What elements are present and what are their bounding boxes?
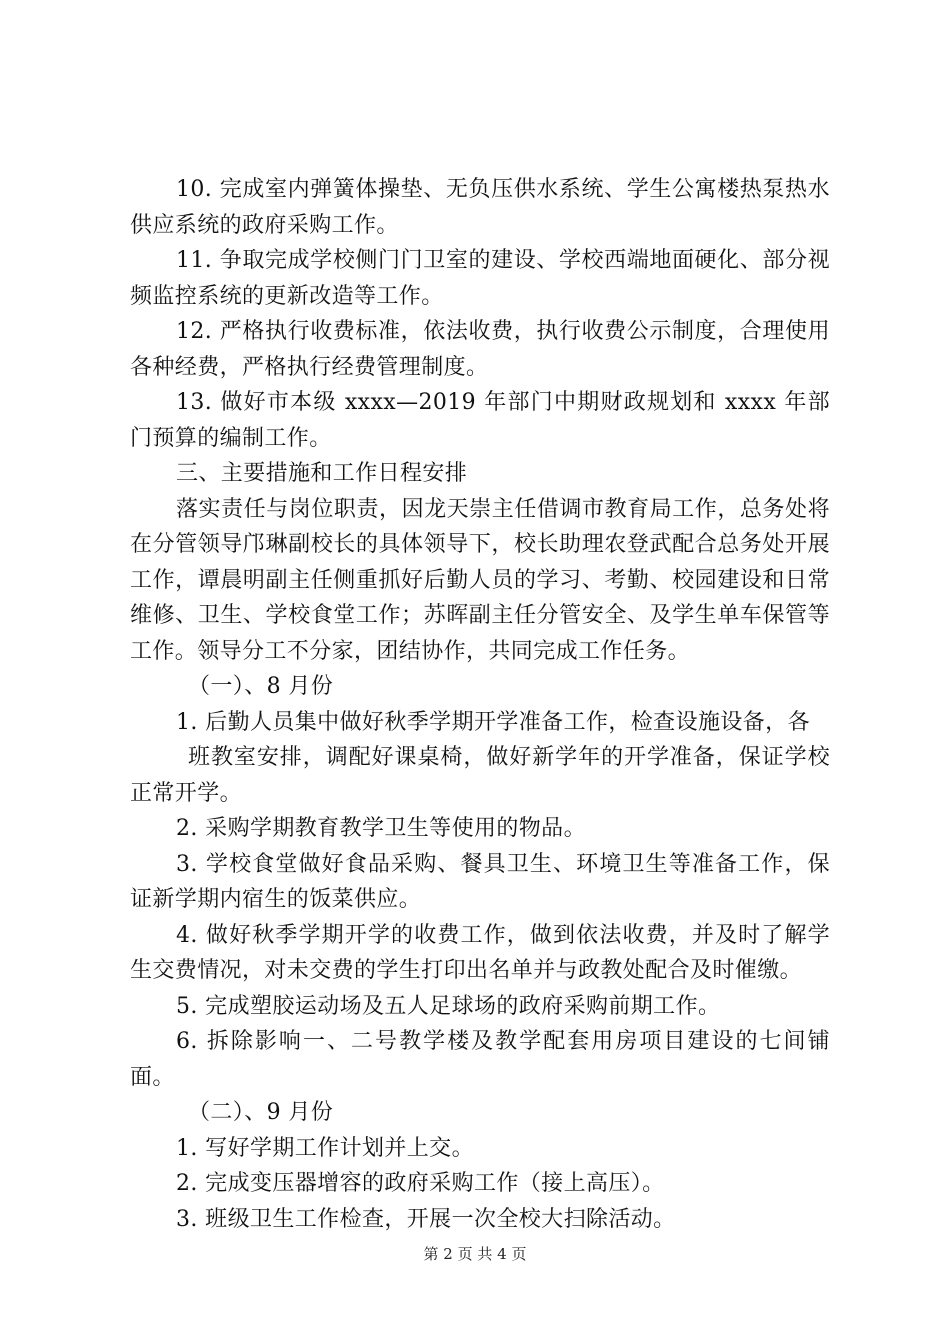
september-item-1: 1. 写好学期工作计划并上交。 xyxy=(176,1135,474,1161)
section-heading-3: 三、主要措施和工作日程安排 xyxy=(176,461,468,486)
august-item-6: 6. 拆除影响一、二号教学楼及教学配套用房项目建设的七间铺面。 xyxy=(130,1029,830,1090)
paragraph-item-12: 12. 严格执行收费标准，依法收费，执行收费公示制度，合理使用各种经费，严格执行经费管理制度。 xyxy=(130,319,830,380)
august-item-1-continued: 班教室安排，调配好课桌椅，做好新学年的开学准备，保证学校正常开学。 xyxy=(130,745,830,806)
paragraph-item-11: 11. 争取完成学校侧门门卫室的建设、学校西端地面硬化、部分视频监控系统的更新改造等工作。 xyxy=(130,248,830,309)
september-item-2: 2. 完成变压器增容的政府采购工作（接上高压）。 xyxy=(176,1171,665,1196)
paragraph-responsibilities: 落实责任与岗位职责，因龙天崇主任借调市教育局工作，总务处将在分管领导邝琳副校长的具体领导下，校长助理农登武配合总务处开展工作，谭晨明副主任侧重抓好后勤人员的学习、考勤、校园建设和日常维修、卫生、学校食堂工作；苏晖副主任分管安全、及学生单车保管等工作。领导分工不分家，团结协作，共同完成工作任务。 xyxy=(130,496,830,664)
paragraph-item-10: 10. 完成室内弹簧体操垫、无负压供水系统、学生公寓楼热泵热水供应系统的政府采购工作。 xyxy=(130,177,830,238)
page-number-footer: 第 2 页 共 4 页 xyxy=(423,1245,527,1263)
august-item-4: 4. 做好秋季学期开学的收费工作，做到依法收费，并及时了解学生交费情况，对未交费的学生打印出名单并与政教处配合及时催缴。 xyxy=(130,922,830,983)
subsection-heading-september: （二）、9 月份 xyxy=(188,1100,334,1125)
august-item-3: 3. 学校食堂做好食品采购、餐具卫生、环境卫生等准备工作，保证新学期内宿生的饭菜供应。 xyxy=(130,851,830,912)
august-item-5: 5. 完成塑胶运动场及五人足球场的政府采购前期工作。 xyxy=(176,993,721,1019)
august-item-2: 2. 采购学期教育教学卫生等使用的物品。 xyxy=(176,816,586,841)
subsection-heading-august: （一）、8 月份 xyxy=(188,674,334,699)
document-body xyxy=(130,172,830,1237)
september-item-3: 3. 班级卫生工作检查，开展一次全校大扫除活动。 xyxy=(176,1206,676,1232)
paragraph-item-13: 13. 做好市本级 xxxx—2019 年部门中期财政规划和 xxxx 年部门预算的编制工作。 xyxy=(130,390,830,451)
august-item-1: 1. 后勤人员集中做好秋季学期开学准备工作，检查设施设备，各 xyxy=(176,709,810,735)
